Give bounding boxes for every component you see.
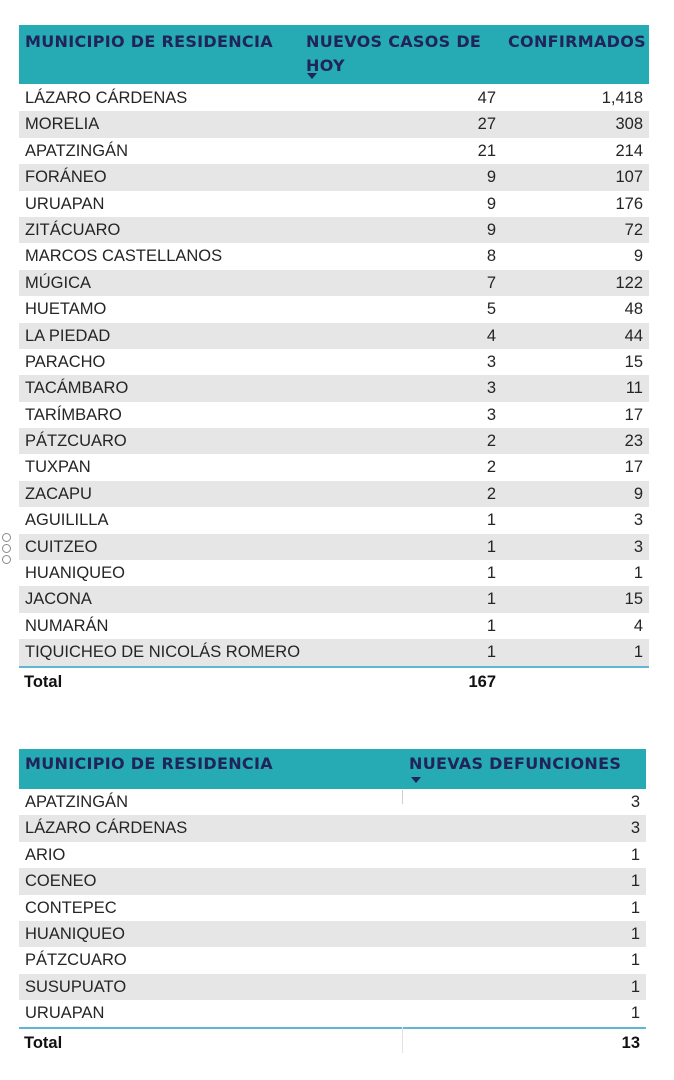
- table-row[interactable]: [19, 217, 649, 243]
- cases-table-body: [19, 84, 649, 666]
- municipio-cell: JACONA: [25, 590, 92, 609]
- nuevos-casos-cell: 1: [486, 616, 496, 635]
- nuevos-casos-cell: 5: [486, 300, 496, 319]
- nuevos-casos-cell: 2: [486, 458, 496, 477]
- municipio-cell: HUETAMO: [25, 300, 107, 319]
- municipio-cell: TARÍMBARO: [25, 405, 122, 424]
- table-row[interactable]: [19, 1000, 646, 1026]
- table-row[interactable]: [19, 270, 649, 296]
- defunciones-cell: 1: [630, 872, 640, 891]
- confirmados-cell: 122: [615, 273, 643, 292]
- table-row[interactable]: [19, 296, 649, 322]
- total-label: Total: [24, 1033, 63, 1052]
- cases-table: [19, 25, 649, 696]
- defunciones-cell: 1: [630, 977, 640, 996]
- table-row[interactable]: [19, 974, 646, 1000]
- cases-total-row: [19, 668, 649, 696]
- column-header-municipio-2[interactable]: MUNICIPIO DE RESIDENCIA: [25, 754, 273, 773]
- cases-table-header: [19, 25, 649, 84]
- deaths-table-body: [19, 789, 646, 1027]
- nuevos-casos-cell: 1: [486, 590, 496, 609]
- municipio-cell: PÁTZCUARO: [25, 432, 127, 451]
- municipio-cell: SUSUPUATO: [25, 977, 127, 996]
- table-row[interactable]: [19, 895, 646, 921]
- confirmados-cell: 9: [633, 247, 643, 266]
- municipio-cell: APATZINGÁN: [25, 141, 128, 160]
- confirmados-cell: 107: [615, 168, 643, 187]
- confirmados-cell: 17: [624, 405, 643, 424]
- total-label: Total: [24, 672, 63, 691]
- municipio-cell: CONTEPEC: [25, 898, 117, 917]
- nuevos-casos-cell: 9: [486, 220, 496, 239]
- nuevos-casos-cell: 2: [486, 432, 496, 451]
- nuevos-casos-cell: 4: [486, 326, 496, 345]
- confirmados-cell: 1: [633, 564, 643, 583]
- municipio-cell: PÁTZCUARO: [25, 951, 127, 970]
- defunciones-cell: 1: [630, 951, 640, 970]
- table-row[interactable]: [19, 349, 649, 375]
- confirmados-cell: 15: [624, 590, 643, 609]
- defunciones-cell: 1: [630, 924, 640, 943]
- confirmados-cell: 9: [633, 484, 643, 503]
- table-row[interactable]: [19, 111, 649, 137]
- municipio-cell: LÁZARO CÁRDENAS: [25, 89, 188, 107]
- municipio-cell: TUXPAN: [25, 458, 91, 477]
- table-row[interactable]: [19, 947, 646, 973]
- municipio-cell: MARCOS CASTELLANOS: [25, 247, 223, 266]
- table-row[interactable]: [19, 868, 646, 894]
- table-row[interactable]: [19, 402, 649, 428]
- defunciones-cell: 3: [630, 819, 640, 838]
- sort-descending-icon[interactable]: [307, 73, 317, 79]
- municipio-cell: TACÁMBARO: [25, 379, 129, 398]
- confirmados-cell: 11: [625, 379, 643, 398]
- nuevos-casos-cell: 9: [486, 168, 496, 187]
- defunciones-cell: 3: [630, 793, 640, 811]
- table-row[interactable]: [19, 507, 649, 533]
- nuevos-casos-cell: 7: [486, 273, 496, 292]
- table-row[interactable]: [19, 323, 649, 349]
- defunciones-cell: 1: [630, 898, 640, 917]
- table-row[interactable]: [19, 454, 649, 480]
- deaths-table: [19, 749, 646, 1057]
- column-header-nuevas-defunciones[interactable]: NUEVAS DEFUNCIONES: [409, 754, 622, 773]
- column-divider: [402, 1027, 403, 1053]
- confirmados-cell: 4: [633, 616, 643, 635]
- confirmados-cell: 48: [624, 300, 643, 319]
- nuevos-casos-cell: 21: [477, 141, 496, 160]
- confirmados-cell: 1: [633, 643, 643, 662]
- nuevos-casos-cell: 8: [486, 247, 496, 266]
- municipio-cell: CUITZEO: [25, 537, 98, 556]
- municipio-cell: ZACAPU: [25, 484, 92, 503]
- municipio-cell: URUAPAN: [25, 194, 105, 213]
- table-row[interactable]: [19, 481, 649, 507]
- confirmados-cell: 1,418: [601, 89, 643, 107]
- nuevos-casos-cell: 1: [486, 537, 496, 556]
- nuevos-casos-cell: 47: [477, 89, 496, 107]
- table-row[interactable]: [19, 613, 649, 639]
- nuevos-casos-cell: 3: [486, 405, 496, 424]
- nuevos-casos-cell: 1: [486, 643, 496, 662]
- nuevos-casos-cell: 3: [486, 352, 496, 371]
- table-row[interactable]: [19, 191, 649, 217]
- nuevos-casos-cell: 1: [486, 564, 496, 583]
- municipio-cell: LÁZARO CÁRDENAS: [25, 819, 188, 838]
- nuevos-casos-cell: 27: [477, 115, 496, 134]
- municipio-cell: MORELIA: [25, 115, 100, 134]
- confirmados-cell: 23: [624, 432, 643, 451]
- table-row[interactable]: [19, 560, 649, 586]
- confirmados-cell: 3: [633, 537, 643, 556]
- table-row[interactable]: [19, 815, 646, 841]
- confirmados-cell: 3: [633, 511, 643, 530]
- confirmados-cell: 72: [624, 220, 643, 239]
- resize-handle-icon[interactable]: [2, 533, 11, 566]
- municipio-cell: COENEO: [25, 872, 97, 891]
- municipio-cell: LA PIEDAD: [25, 326, 111, 345]
- total-nuevos-casos: 167: [468, 672, 496, 691]
- table-row[interactable]: [19, 164, 649, 190]
- municipio-cell: AGUILILLA: [25, 511, 109, 530]
- municipio-cell: FORÁNEO: [25, 168, 107, 187]
- confirmados-cell: 15: [624, 352, 643, 371]
- column-divider: [402, 790, 403, 804]
- nuevos-casos-cell: 3: [486, 379, 496, 398]
- defunciones-cell: 1: [630, 1004, 640, 1023]
- table-row[interactable]: [19, 243, 649, 269]
- table-row[interactable]: [19, 534, 649, 560]
- municipio-cell: NUMARÁN: [25, 616, 109, 635]
- table-row[interactable]: [19, 138, 649, 164]
- nuevos-casos-cell: 2: [486, 484, 496, 503]
- table-row[interactable]: [19, 85, 649, 111]
- nuevos-casos-cell: 1: [486, 511, 496, 530]
- municipio-cell: PARACHO: [25, 352, 106, 371]
- table-row[interactable]: [19, 586, 649, 612]
- sort-descending-icon[interactable]: [411, 777, 421, 783]
- nuevos-casos-cell: 9: [486, 194, 496, 213]
- table-row[interactable]: [19, 428, 649, 454]
- municipio-cell: HUANIQUEO: [25, 924, 125, 943]
- column-header-confirmados[interactable]: CONFIRMADOS: [508, 32, 646, 51]
- deaths-total-row: [19, 1029, 646, 1057]
- confirmados-cell: 44: [624, 326, 643, 345]
- table-row[interactable]: [19, 375, 649, 401]
- total-defunciones: 13: [621, 1033, 640, 1052]
- municipio-cell: ZITÁCUARO: [25, 220, 121, 239]
- municipio-cell: MÚGICA: [25, 273, 91, 292]
- table-row[interactable]: [19, 639, 649, 665]
- table-row[interactable]: [19, 842, 646, 868]
- confirmados-cell: 214: [615, 141, 643, 160]
- municipio-cell: APATZINGÁN: [25, 793, 128, 811]
- municipio-cell: ARIO: [25, 845, 66, 864]
- defunciones-cell: 1: [630, 845, 640, 864]
- confirmados-cell: 17: [624, 458, 643, 477]
- table-row[interactable]: [19, 921, 646, 947]
- confirmados-cell: 176: [615, 194, 643, 213]
- table-row[interactable]: [19, 789, 646, 815]
- municipio-cell: TIQUICHEO DE NICOLÁS ROMERO: [25, 643, 301, 662]
- municipio-cell: HUANIQUEO: [25, 564, 125, 583]
- column-header-nuevos-casos[interactable]: NUEVOS CASOS DE HOY: [306, 32, 482, 75]
- confirmados-cell: 308: [615, 115, 643, 134]
- column-header-municipio[interactable]: MUNICIPIO DE RESIDENCIA: [25, 32, 273, 51]
- municipio-cell: URUAPAN: [25, 1004, 105, 1023]
- deaths-table-header: [19, 749, 646, 789]
